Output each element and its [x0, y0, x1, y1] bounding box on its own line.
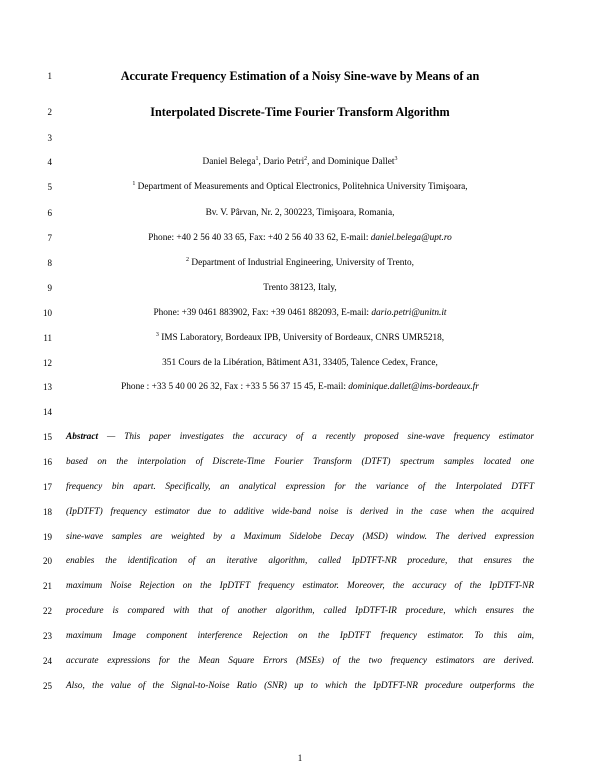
author-affiliation-mark: 2	[304, 156, 308, 162]
line-number: 25	[43, 681, 52, 691]
abstract-line: based on the interpolation of Discrete-Time Fourier Transform (DTFT) spectrum samples located one	[66, 457, 534, 467]
email-link[interactable]: dominique.dallet@ims-bordeaux.fr	[348, 382, 479, 392]
contact-text: Phone : +33 5 40 00 26 32, Fax : +33 5 56 37 15 45, E-mail:	[121, 382, 349, 392]
abstract-label: Abstract	[66, 432, 99, 442]
line-number: 5	[47, 182, 52, 192]
email-link[interactable]: dario.petri@unitn.it	[371, 308, 447, 318]
paper-title-line-1: Accurate Frequency Estimation of a Noisy Sine-wave by Means of an	[120, 69, 480, 83]
contact-text: Phone: +39 0461 883902, Fax: +39 0461 882093, E-mail:	[153, 308, 372, 318]
abstract-line: (IpDTFT) frequency estimator due to additive wide-band noise is derived in the case when the acquired	[66, 507, 534, 517]
contact-text: Phone: +40 2 56 40 33 65, Fax: +40 2 56 40 33 62, E-mail:	[148, 233, 371, 243]
line-number: 3	[47, 133, 52, 143]
affiliation-contact	[66, 381, 534, 393]
line-number: 10	[43, 308, 52, 318]
author-name: Dario Petri	[263, 157, 305, 167]
abstract-line: accurate expressions for the Mean Square Errors (MSEs) of the two frequency estimators are derived.	[66, 656, 534, 666]
abstract-line	[66, 431, 534, 443]
author-separator: ,	[258, 157, 264, 167]
author-separator: , and	[307, 157, 328, 167]
line-number: 22	[43, 606, 52, 616]
line-number: 11	[43, 333, 52, 343]
affiliation-text: Department of Measurements and Optical Electronics, Politehnica University Timişoara,	[137, 182, 468, 192]
affiliation-text: Department of Industrial Engineering, University of Trento,	[191, 258, 414, 268]
line-number: 7	[47, 233, 52, 243]
abstract-line: maximum Noise Rejection on the IpDTFT frequency estimator. Moreover, the accuracy of the IpDTFT-NR	[66, 581, 534, 591]
line-number: 21	[43, 581, 52, 591]
affiliation-address: 351 Cours de la Libération, Bâtiment A31, 33405, Talence Cedex, France,	[162, 358, 438, 368]
line-number: 2	[47, 107, 52, 117]
email-link[interactable]: daniel.belega@upt.ro	[370, 233, 452, 243]
page-number: 1	[297, 753, 303, 763]
line-number: 20	[43, 556, 52, 566]
paper-title-line-2: Interpolated Discrete-Time Fourier Transform Algorithm	[150, 105, 450, 119]
abstract-text: — This paper investigates the accuracy of a recently proposed sine-wave frequency estimator	[98, 432, 534, 442]
line-number: 13	[43, 382, 52, 392]
author-name: Dominique Dallet	[327, 157, 395, 167]
line-number: 4	[47, 157, 52, 167]
line-number: 19	[43, 532, 52, 542]
affiliation-mark: 3	[155, 332, 159, 338]
affiliation-department	[66, 257, 534, 269]
abstract-line: enables the identification of an iterative algorithm, called IpDTFT-NR procedure, that ensures the	[66, 556, 534, 566]
line-number: 6	[47, 208, 52, 218]
line-number: 24	[43, 656, 52, 666]
affiliation-department	[66, 332, 534, 344]
line-number: 8	[47, 258, 52, 268]
abstract-line: frequency bin apart. Specifically, an analytical expression for the variance of the Interpolated DTFT	[66, 482, 534, 492]
author-affiliation-mark: 1	[255, 156, 259, 162]
abstract-line: sine-wave samples are weighted by a Maximum Sidelobe Decay (MSD) window. The derived expression	[66, 532, 534, 542]
affiliation-address: Bv. V. Pârvan, Nr. 2, 300223, Timişoara, Romania,	[205, 208, 395, 218]
abstract-line: procedure is compared with that of another algorithm, called IpDTFT-IR procedure, which ensures the	[66, 606, 534, 616]
line-number: 12	[43, 358, 52, 368]
abstract-line: maximum Image component interference Rejection on the IpDTFT frequency estimator. To this aim,	[66, 631, 534, 641]
affiliation-contact	[66, 232, 534, 244]
line-number: 17	[43, 482, 52, 492]
author-list	[66, 156, 534, 168]
line-number: 18	[43, 507, 52, 517]
affiliation-department	[66, 181, 534, 193]
affiliation-mark: 1	[132, 181, 136, 187]
abstract-line: Also, the value of the Signal-to-Noise Ratio (SNR) up to which the IpDTFT-NR procedure outperforms the	[66, 681, 534, 691]
line-number: 15	[43, 432, 52, 442]
affiliation-mark: 2	[186, 257, 190, 263]
affiliation-text: IMS Laboratory, Bordeaux IPB, University of Bordeaux, CNRS UMR5218,	[161, 333, 445, 343]
author-affiliation-mark: 3	[394, 156, 398, 162]
line-number: 1	[47, 71, 52, 81]
line-number: 16	[43, 457, 52, 467]
affiliation-address: Trento 38123, Italy,	[263, 283, 337, 293]
author-name: Daniel Belega	[202, 157, 256, 167]
line-number: 9	[47, 283, 52, 293]
affiliation-contact	[66, 307, 534, 319]
line-number: 23	[43, 631, 52, 641]
line-number: 14	[43, 407, 52, 417]
